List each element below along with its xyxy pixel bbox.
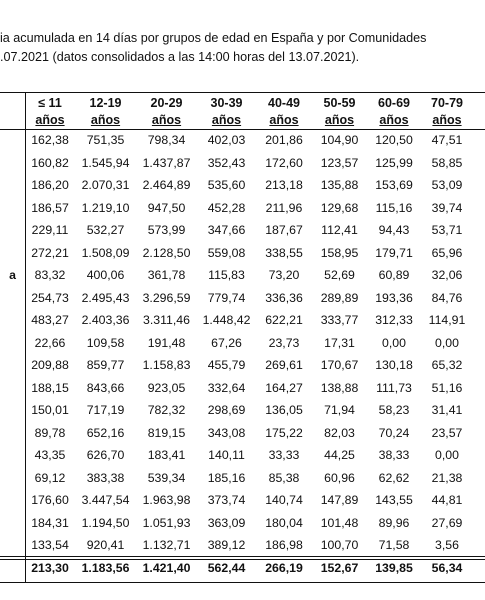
table-cell: 1.132,71 [142,538,191,553]
table-cell: 211,96 [265,200,303,215]
total-cell: 1.183,56 [81,560,130,575]
total-cell: 213,30 [31,560,69,575]
table-cell: 115,16 [375,200,413,215]
table-cell: 532,27 [86,223,125,238]
table-cell: 62,62 [378,470,410,485]
header-unit-1: años [90,113,121,127]
row-label [0,332,25,355]
table-cell: 819,15 [147,425,186,440]
table-cell: 123,57 [320,155,359,170]
table-cell: 147,89 [320,493,359,508]
total-cell: 152,67 [320,560,359,575]
table-cell: 111,73 [376,380,412,395]
table-cell: 272,21 [31,245,69,260]
table-cell: 172,60 [265,155,303,170]
header-age-6: 60-69 [378,96,410,110]
table-row [0,444,485,467]
table-body [0,129,485,579]
header-age-5: 50-59 [323,96,356,110]
table-row [0,219,485,242]
table-cell: 89,78 [34,425,66,440]
table-cell: 67,26 [211,335,242,350]
table-cell: 114,91 [428,313,466,328]
table-row [0,309,485,332]
table-cell: 347,66 [207,223,246,238]
header-row-unit [0,112,485,129]
table-cell: 2.495,43 [81,290,130,305]
header-age-7: 70-79 [431,96,463,110]
table-cell: 751,35 [86,133,125,148]
table-cell: 52,69 [324,268,355,283]
row-label [0,174,25,197]
table-cell: 373,74 [207,493,246,508]
table-cell: 58,23 [378,403,410,418]
table-cell: 229,11 [31,223,69,238]
table-row [0,467,485,490]
total-cell: 266,19 [265,560,303,575]
table-cell: 135,88 [320,178,359,193]
table-cell: 3,56 [435,538,459,553]
table-cell: 53,71 [431,223,463,238]
table-cell: 1.448,42 [202,313,251,328]
table-cell: 209,88 [31,358,69,373]
table-cell: 559,08 [207,245,246,260]
table-cell: 400,06 [86,268,125,283]
table-cell: 186,20 [31,178,69,193]
table-cell: 176,60 [31,493,69,508]
table-cell: 183,41 [147,448,186,463]
row-label [0,287,25,310]
header-unit-2: años [151,113,182,127]
header-unit-0: años [35,113,65,127]
table-cell: 3.447,54 [81,493,130,508]
table-cell: 191,48 [147,335,186,350]
table-cell: 3.296,59 [142,290,191,305]
table-cell: 60,96 [324,470,355,485]
table-cell: 44,81 [431,493,463,508]
table-cell: 3.311,46 [143,313,190,328]
table-cell: 1.219,10 [81,200,130,215]
header-unit-6: años [379,113,409,127]
table-row [0,377,485,400]
table-cell: 136,05 [265,403,303,418]
table-cell: 185,16 [207,470,246,485]
table-cell: 452,28 [207,200,246,215]
table-cell: 39,74 [431,200,463,215]
table-cell: 1.545,94 [81,155,130,170]
table-cell: 58,85 [431,155,463,170]
row-label [0,219,25,242]
table-cell: 23,73 [268,335,300,350]
table-cell: 2.128,50 [142,245,191,260]
table-row [0,332,485,355]
table-cell: 47,51 [431,133,463,148]
table-cell: 71,58 [378,538,410,553]
table-cell: 33,33 [268,448,300,463]
table-cell: 1.437,87 [142,155,191,170]
table-cell: 133,54 [31,538,69,553]
table-cell: 186,98 [265,538,303,553]
row-label [0,197,25,220]
table-row [0,489,485,512]
table-cell: 0,00 [382,335,406,350]
table-cell: 0,00 [435,335,459,350]
table-cell: 23,57 [431,425,463,440]
table-cell: 153,69 [375,178,413,193]
table-row [0,287,485,310]
incidence-table [0,93,485,579]
row-label [0,377,25,400]
table-cell: 51,16 [431,380,463,395]
table-row [0,129,485,152]
table-cell: 65,32 [431,358,463,373]
table-cell: 43,35 [34,448,66,463]
header-age-2: 20-29 [150,96,183,110]
header-age-3: 30-39 [210,96,243,110]
table-row [0,512,485,535]
table-cell: 22,66 [34,335,66,350]
table-cell: 269,61 [265,358,303,373]
table-cell: 130,18 [375,358,413,373]
table-cell: 65,96 [431,245,463,260]
table-cell: 1.158,83 [142,358,191,373]
row-label [0,467,25,490]
table-row [0,174,485,197]
total-row [0,557,485,579]
table-cell: 2.070,31 [81,178,130,193]
header-age-0: ≤ 11 [38,96,62,110]
table-cell: 455,79 [207,358,246,373]
table-cell: 44,25 [324,448,355,463]
row-label [0,512,25,535]
table-cell: 84,76 [431,290,463,305]
table-cell: 27,69 [431,515,463,530]
table-cell: 535,60 [207,178,246,193]
table-cell: 626,70 [86,448,125,463]
table-cell: 352,43 [207,155,246,170]
table-cell: 289,89 [320,290,359,305]
table-cell: 187,67 [265,223,303,238]
row-label: a [9,268,16,283]
table-row [0,197,485,220]
header-age-4: 40-49 [268,96,300,110]
table-cell: 21,38 [431,470,463,485]
table-cell: 184,31 [31,515,69,530]
table-cell: 115,83 [208,268,245,283]
table-cell: 298,69 [207,403,246,418]
table-cell: 38,33 [378,448,410,463]
table-cell: 333,77 [320,313,359,328]
table-bottom-rule [0,582,485,583]
header-unit-7: años [432,113,462,127]
table-cell: 2.403,36 [81,313,130,328]
table-cell: 843,66 [86,380,125,395]
table-cell: 923,05 [147,380,186,395]
table-cell: 2.464,89 [142,178,191,193]
table-cell: 164,27 [265,380,303,395]
row-label [0,152,25,175]
table-cell: 112,41 [321,223,358,238]
table-cell: 140,74 [265,493,303,508]
table-cell: 1.508,09 [81,245,130,260]
table-cell: 361,78 [147,268,186,283]
row-label [0,399,25,422]
table-caption [0,29,485,67]
total-cell: 1.421,40 [142,560,191,575]
row-label [0,309,25,332]
table-cell: 1.051,93 [142,515,191,530]
table-cell: 186,57 [31,200,69,215]
header-row-age [0,93,485,112]
table-cell: 622,21 [265,313,303,328]
header-unit-3: años [211,113,242,127]
table-cell: 363,09 [207,515,246,530]
table-cell: 129,68 [320,200,359,215]
header-age-1: 12-19 [89,96,122,110]
table-cell: 947,50 [147,200,186,215]
table-cell: 101,48 [320,515,359,530]
table-cell: 143,55 [375,493,413,508]
table-cell: 188,15 [31,380,69,395]
table-cell: 89,96 [378,515,410,530]
table-cell: 69,12 [34,470,66,485]
table-cell: 336,36 [265,290,303,305]
table-cell: 140,11 [208,448,245,463]
table-cell: 383,38 [86,470,125,485]
row-label [0,422,25,445]
table-cell: 17,31 [324,335,355,350]
table-cell: 94,43 [378,223,410,238]
table-cell: 1.963,98 [142,493,191,508]
caption-line-2: .07.2021 (datos consolidados a las 14:00 horas del 13.07.2021). [0,50,360,64]
table-cell: 180,04 [265,515,303,530]
table-cell: 782,32 [147,403,186,418]
table-cell: 82,03 [324,425,355,440]
table-cell: 160,82 [31,155,69,170]
header-unit-4: años [269,113,299,127]
table-cell: 213,18 [265,178,303,193]
total-cell: 56,34 [431,560,463,575]
table-cell: 343,08 [207,425,246,440]
table-cell: 170,67 [320,358,359,373]
caption-line-1: ia acumulada en 14 días por grupos de edad en España y por Comunidades [0,31,427,45]
table-row [0,264,485,287]
table-row [0,354,485,377]
table-cell: 162,38 [31,133,69,148]
table-row [0,152,485,175]
table-cell: 60,89 [378,268,410,283]
table-row [0,242,485,265]
row-label [0,129,25,152]
total-cell: 139,85 [375,560,413,575]
header-unit-5: años [324,113,355,127]
table-cell: 85,38 [268,470,300,485]
table-cell: 158,95 [320,245,359,260]
table-cell: 193,36 [375,290,413,305]
table-cell: 338,55 [265,245,303,260]
table-cell: 312,33 [375,313,413,328]
table-cell: 32,06 [431,268,463,283]
table-cell: 175,22 [265,425,303,440]
table-cell: 920,41 [86,538,125,553]
row-label [0,354,25,377]
table-row [0,422,485,445]
table-cell: 70,24 [378,425,410,440]
table-cell: 125,99 [375,155,413,170]
table-cell: 1.194,50 [81,515,130,530]
table-cell: 109,58 [86,335,125,350]
table-cell: 779,74 [207,290,246,305]
table-row [0,534,485,557]
row-label [0,242,25,265]
table-cell: 389,12 [207,538,246,553]
table-cell: 71,94 [324,403,355,418]
table-cell: 120,50 [375,133,413,148]
table-cell: 859,77 [86,358,125,373]
table-cell: 150,01 [31,403,69,418]
table-cell: 201,86 [265,133,303,148]
table-cell: 31,41 [431,403,463,418]
table-cell: 138,88 [320,380,359,395]
table-row [0,399,485,422]
table-cell: 0,00 [435,448,459,463]
row-label [0,489,25,512]
row-label [0,534,25,557]
table-cell: 798,34 [147,133,186,148]
table-cell: 402,03 [207,133,246,148]
table-cell: 73,20 [268,268,300,283]
table-cell: 100,70 [320,538,359,553]
table-cell: 53,09 [431,178,463,193]
table-cell: 179,71 [375,245,413,260]
table-cell: 254,73 [31,290,69,305]
table-cell: 573,99 [147,223,186,238]
total-cell: 562,44 [207,560,246,575]
table-cell: 332,64 [207,380,246,395]
table-cell: 83,32 [34,268,66,283]
table-cell: 483,27 [31,313,69,328]
row-label [0,444,25,467]
table-cell: 104,90 [320,133,359,148]
table-cell: 652,16 [86,425,125,440]
table-cell: 539,34 [147,470,186,485]
table-cell: 717,19 [86,403,125,418]
